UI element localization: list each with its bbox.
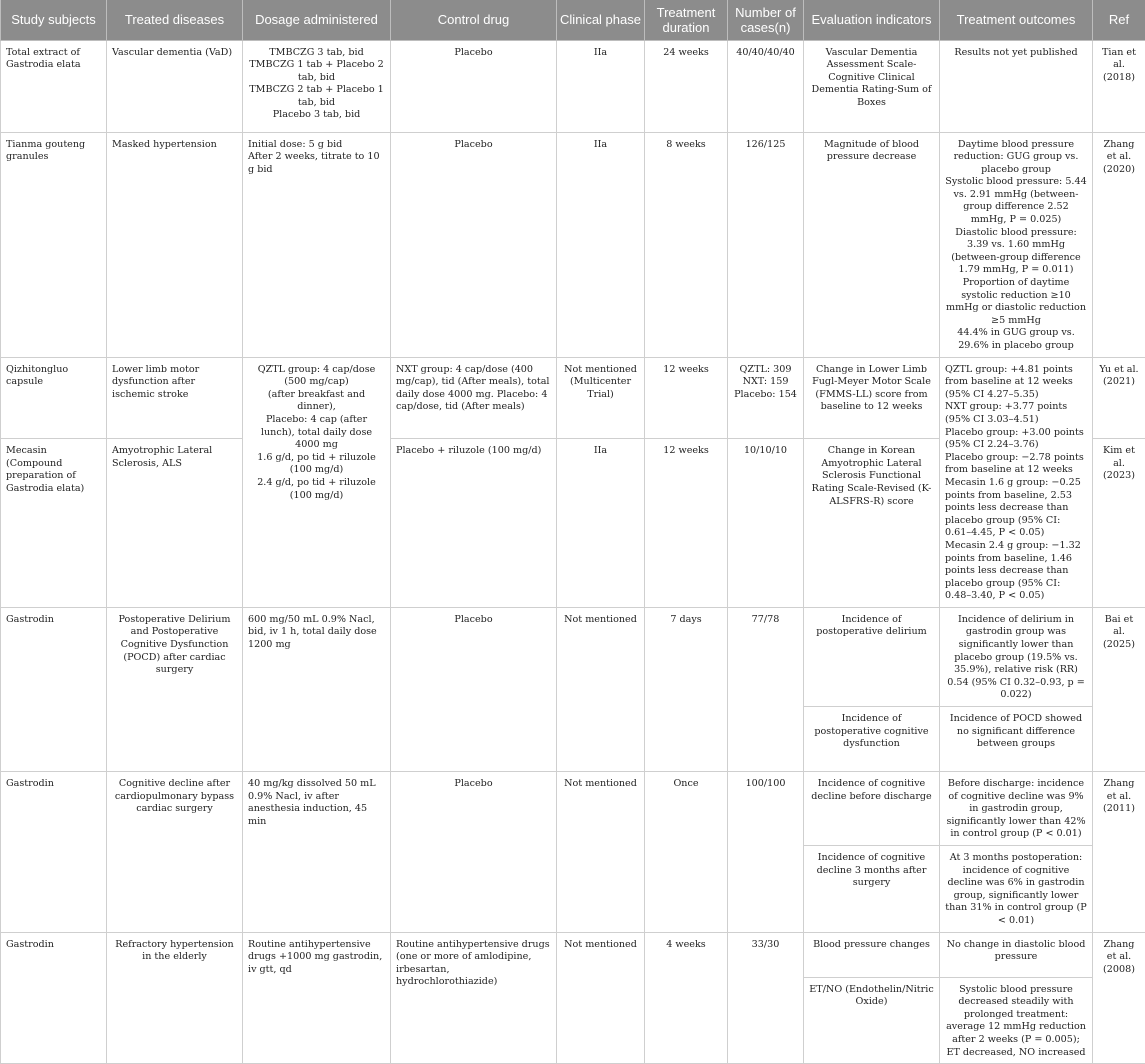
cell-phase: IIa	[557, 132, 645, 357]
cell-disease: Cognitive decline after cardiopulmonary bypass cardiac surgery	[107, 772, 243, 933]
cell-disease: Lower limb motor dysfunction after ischemic stroke	[107, 357, 243, 439]
table-row	[1, 132, 1145, 357]
cell-ref: Yu et al. (2021)	[1093, 357, 1145, 439]
header-ref: Ref	[1093, 0, 1145, 40]
cell-ref: Zhang et al. (2020)	[1093, 132, 1145, 357]
cell-outcomes	[940, 132, 1093, 357]
outcome-line: Mecasin 2.4 g group: −1.32 points from baseline, 1.46 points less decrease than placebo group (95% CI: 0.48–3.40, P < 0.05)	[945, 540, 1087, 603]
cell-subject: Gastrodin	[1, 607, 107, 771]
cell-duration: 4 weeks	[645, 932, 728, 1064]
cell-disease: Vascular dementia (VaD)	[107, 40, 243, 132]
cell-outcomes: Incidence of delirium in gastrodin group was significantly lower than placebo group (19.5% vs. 35.9%), relative risk (RR) 0.54 (95% CI 0.32–0.93, p = 0.022)	[940, 607, 1093, 706]
cell-ref: Tian et al. (2018)	[1093, 40, 1145, 132]
dosage-line: (after breakfast and dinner),	[248, 389, 385, 414]
cell-indicators: Blood pressure changes	[804, 932, 940, 977]
header-treatment-outcomes: Treatment outcomes	[940, 0, 1093, 40]
cell-cases: 126/125	[728, 132, 804, 357]
cell-subject: Gastrodin	[1, 772, 107, 933]
header-row	[1, 0, 1145, 40]
cell-disease: Masked hypertension	[107, 132, 243, 357]
cell-subject: Total extract of Gastrodia elata	[1, 40, 107, 132]
cell-disease: Postoperative Delirium and Postoperative Cognitive Dysfunction (POCD) after cardiac surgery	[107, 607, 243, 771]
cell-indicators: Incidence of cognitive decline before discharge	[804, 772, 940, 846]
dosage-line: After 2 weeks, titrate to 10 g bid	[248, 151, 385, 176]
cell-indicators: ET/NO (Endothelin/Nitric Oxide)	[804, 977, 940, 1064]
dosage-line: 2.4 g/d, po tid + riluzole (100 mg/d)	[248, 477, 385, 502]
outcome-line: 44.4% in GUG group vs. 29.6% in placebo group	[945, 327, 1087, 352]
cell-ref: Bai et al. (2025)	[1093, 607, 1145, 771]
cell-phase: Not mentioned (Multicenter Trial)	[557, 357, 645, 439]
cell-cases: 77/78	[728, 607, 804, 771]
dosage-line: TMBCZG 1 tab + Placebo 2 tab, bid	[248, 59, 385, 84]
dosage-line: Placebo: 4 cap (after lunch), total daily dose 4000 mg	[248, 414, 385, 452]
cell-cases	[728, 357, 804, 439]
dosage-line: Initial dose: 5 g bid	[248, 139, 385, 152]
table-row	[1, 40, 1145, 132]
outcome-line: Placebo group: −2.78 points from baseline at 12 weeks	[945, 452, 1087, 477]
cell-control: Routine antihypertensive drugs (one or more of amlodipine, irbesartan, hydrochlorothiazide)	[391, 932, 557, 1064]
table-row	[1, 932, 1145, 977]
cell-phase: IIa	[557, 40, 645, 132]
cases-line: QZTL: 309	[733, 364, 798, 377]
header-study-subjects: Study subjects	[1, 0, 107, 40]
cell-outcomes: At 3 months postoperation: incidence of cognitive decline was 6% in gastrodin group, significantly lower than 31% in control group (P < 0.01)	[940, 846, 1093, 933]
cell-dosage	[243, 132, 391, 357]
cell-indicators: Change in Korean Amyotrophic Lateral Sclerosis Functional Rating Scale-Revised (K-ALSFRS-R) score	[804, 439, 940, 608]
cell-control: Placebo	[391, 132, 557, 357]
cell-subject: Gastrodin	[1, 932, 107, 1064]
outcome-line: Systolic blood pressure: 5.44 vs. 2.91 mmHg (between-group difference 2.52 mmHg, P = 0.025)	[945, 176, 1087, 226]
cell-duration: 12 weeks	[645, 439, 728, 608]
cell-duration: Once	[645, 772, 728, 933]
cell-indicators: Incidence of postoperative delirium	[804, 607, 940, 706]
cell-indicators: Incidence of cognitive decline 3 months after surgery	[804, 846, 940, 933]
cell-outcomes	[940, 357, 1093, 607]
cell-dosage: 40 mg/kg dissolved 50 mL 0.9% Nacl, iv after anesthesia induction, 45 min	[243, 772, 391, 933]
cell-cases: 40/40/40/40	[728, 40, 804, 132]
table-row	[1, 772, 1145, 846]
cell-cases: 10/10/10	[728, 439, 804, 608]
outcome-line: QZTL group: +4.81 points from baseline at 12 weeks (95% CI 4.27–5.35)	[945, 364, 1087, 402]
outcome-line: Daytime blood pressure reduction: GUG group vs. placebo group	[945, 139, 1087, 177]
header-treated-diseases: Treated diseases	[107, 0, 243, 40]
cell-ref: Zhang et al. (2008)	[1093, 932, 1145, 1064]
cell-outcomes: Systolic blood pressure decreased steadily with prolonged treatment: average 12 mmHg reduction after 2 weeks (P = 0.005); ET decreased, NO increased	[940, 977, 1093, 1064]
cell-indicators: Change in Lower Limb Fugl-Meyer Motor Scale (FMMS-LL) score from baseline to 12 weeks	[804, 357, 940, 439]
header-dosage-administered: Dosage administered	[243, 0, 391, 40]
outcome-line: Mecasin 1.6 g group: −0.25 points from baseline, 2.53 points less decrease than placebo group (95% CI: 0.61–4.45, P < 0.05)	[945, 477, 1087, 540]
cell-duration: 8 weeks	[645, 132, 728, 357]
cases-line: NXT: 159	[733, 376, 798, 389]
dosage-line: TMBCZG 3 tab, bid	[248, 47, 385, 60]
cell-disease: Refractory hypertension in the elderly	[107, 932, 243, 1064]
cell-phase: IIa	[557, 439, 645, 608]
cell-control: Placebo	[391, 607, 557, 771]
cell-control: Placebo + riluzole (100 mg/d)	[391, 439, 557, 608]
dosage-line: QZTL group: 4 cap/dose (500 mg/cap)	[248, 364, 385, 389]
table-row	[1, 357, 1145, 439]
cell-dosage	[243, 40, 391, 132]
cell-control: NXT group: 4 cap/dose (400 mg/cap), tid (After meals), total daily dose 4000 mg. Placebo: 4 cap/dose, tid (After meals)	[391, 357, 557, 439]
cell-dosage	[243, 357, 391, 607]
cell-phase: Not mentioned	[557, 772, 645, 933]
outcome-line: Proportion of daytime systolic reduction ≥10 mmHg or diastolic reduction ≥5 mmHg	[945, 277, 1087, 327]
cell-subject: Tianma gouteng granules	[1, 132, 107, 357]
header-treatment-duration: Treatment duration	[645, 0, 728, 40]
cell-outcomes: Results not yet published	[940, 40, 1093, 132]
cell-control: Placebo	[391, 772, 557, 933]
dosage-line: Placebo 3 tab, bid	[248, 109, 385, 122]
table-row	[1, 607, 1145, 706]
cell-subject: Mecasin (Compound preparation of Gastrodia elata)	[1, 439, 107, 608]
cell-cases: 100/100	[728, 772, 804, 933]
cell-cases: 33/30	[728, 932, 804, 1064]
cell-control: Placebo	[391, 40, 557, 132]
dosage-line: 1.6 g/d, po tid + riluzole (100 mg/d)	[248, 452, 385, 477]
cell-dosage: 600 mg/50 mL 0.9% Nacl, bid, iv 1 h, total daily dose 1200 mg	[243, 607, 391, 771]
cell-indicators: Incidence of postoperative cognitive dysfunction	[804, 707, 940, 772]
cell-duration: 7 days	[645, 607, 728, 771]
cases-line: Placebo: 154	[733, 389, 798, 402]
cell-indicators: Magnitude of blood pressure decrease	[804, 132, 940, 357]
cell-dosage: Routine antihypertensive drugs +1000 mg gastrodin, iv gtt, qd	[243, 932, 391, 1064]
outcome-line: Placebo group: +3.00 points (95% CI 2.24–3.76)	[945, 427, 1087, 452]
cell-ref: Zhang et al. (2011)	[1093, 772, 1145, 933]
cell-phase: Not mentioned	[557, 932, 645, 1064]
cell-subject: Qizhitongluo capsule	[1, 357, 107, 439]
cell-outcomes: Before discharge: incidence of cognitive decline was 9% in gastrodin group, significantly lower than 42% in control group (P < 0.01)	[940, 772, 1093, 846]
cell-ref: Kim et al. (2023)	[1093, 439, 1145, 608]
cell-phase: Not mentioned	[557, 607, 645, 771]
header-control-drug: Control drug	[391, 0, 557, 40]
outcome-line: Diastolic blood pressure: 3.39 vs. 1.60 mmHg (between-group difference 1.79 mmHg, P = 0.011)	[945, 227, 1087, 277]
cell-disease: Amyotrophic Lateral Sclerosis, ALS	[107, 439, 243, 608]
cell-indicators: Vascular Dementia Assessment Scale-Cognitive Clinical Dementia Rating-Sum of Boxes	[804, 40, 940, 132]
cell-duration: 24 weeks	[645, 40, 728, 132]
cell-outcomes: No change in diastolic blood pressure	[940, 932, 1093, 977]
header-evaluation-indicators: Evaluation indicators	[804, 0, 940, 40]
dosage-line: TMBCZG 2 tab + Placebo 1 tab, bid	[248, 84, 385, 109]
outcome-line: NXT group: +3.77 points (95% CI 3.03–4.51)	[945, 401, 1087, 426]
header-clinical-phase: Clinical phase	[557, 0, 645, 40]
cell-outcomes: Incidence of POCD showed no significant difference between groups	[940, 707, 1093, 772]
cell-duration: 12 weeks	[645, 357, 728, 439]
header-number-of-cases: Number of cases(n)	[728, 0, 804, 40]
